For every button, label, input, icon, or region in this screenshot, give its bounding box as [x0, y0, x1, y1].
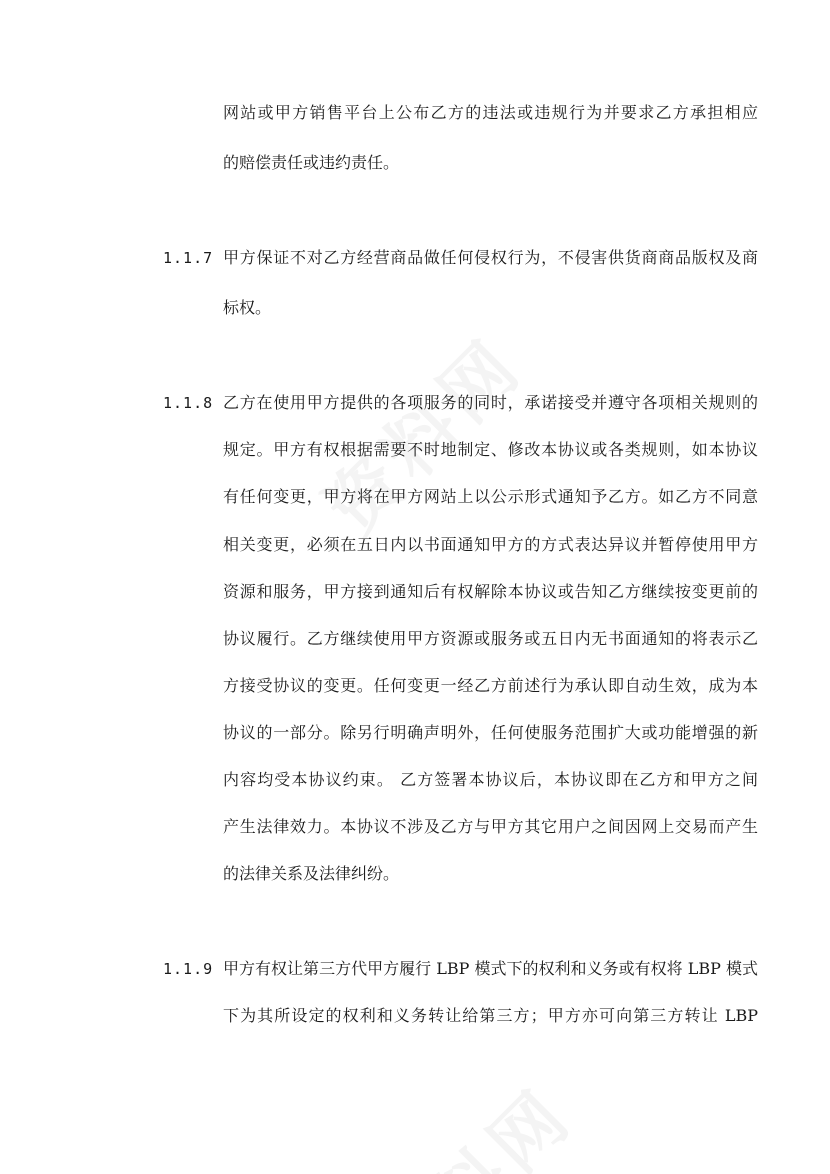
paragraph-line: 乙方在使用甲方提供的各项服务的同时，承诺接受并遵守各项相关规则的 — [223, 393, 758, 412]
paragraph-line: 网站或甲方销售平台上公布乙方的违法或违规行为并要求乙方承担相应 — [223, 103, 758, 122]
paragraph-line: 下为其所设定的权利和义务转让给第三方；甲方亦可向第三方转让 LBP — [223, 1006, 758, 1025]
clause-number: 1.1.7 — [163, 249, 214, 267]
paragraph-line: 甲方保证不对乙方经营商品做任何侵权行为，不侵害供货商商品版权及商 — [223, 248, 758, 267]
clause-number: 1.1.9 — [163, 960, 214, 978]
paragraph-line: 资源和服务，甲方接到通知后有权解除本协议或告知乙方继续按变更前的 — [223, 582, 758, 601]
clause-number: 1.1.8 — [163, 394, 214, 412]
paragraph-line: 相关变更，必须在五日内以书面通知甲方的方式表达异议并暂停使用甲方 — [223, 535, 758, 554]
watermark — [298, 310, 541, 553]
paragraph-line: 标权。 — [223, 298, 272, 317]
paragraph-line: 方接受协议的变更。任何变更一经乙方前述行为承认即自动生效，成为本 — [223, 676, 758, 695]
paragraph-line: 有任何变更，甲方将在甲方网站上以公示形式通知予乙方。如乙方不同意 — [223, 487, 758, 506]
paragraph-line: 内容均受本协议约束。 乙方签署本协议后，本协议即在乙方和甲方之间 — [223, 770, 758, 789]
paragraph-line: 产生法律效力。本协议不涉及乙方与甲方其它用户之间因网上交易而产生 — [223, 817, 758, 836]
watermark — [348, 1060, 591, 1174]
paragraph-line: 甲方有权让第三方代甲方履行 LBP 模式下的权利和义务或有权将 LBP 模式 — [223, 959, 758, 978]
paragraph-line: 规定。甲方有权根据需要不时地制定、修改本协议或各类规则，如本协议 — [223, 440, 758, 459]
paragraph-line: 协议的一部分。除另行明确声明外，任何使服务范围扩大或功能增强的新 — [223, 723, 758, 742]
paragraph-line: 协议履行。乙方继续使用甲方资源或服务或五日内无书面通知的将表示乙 — [223, 629, 758, 648]
paragraph-line: 的赔偿责任或违约责任。 — [223, 153, 400, 172]
paragraph-line: 的法律关系及法律纠纷。 — [223, 864, 400, 883]
